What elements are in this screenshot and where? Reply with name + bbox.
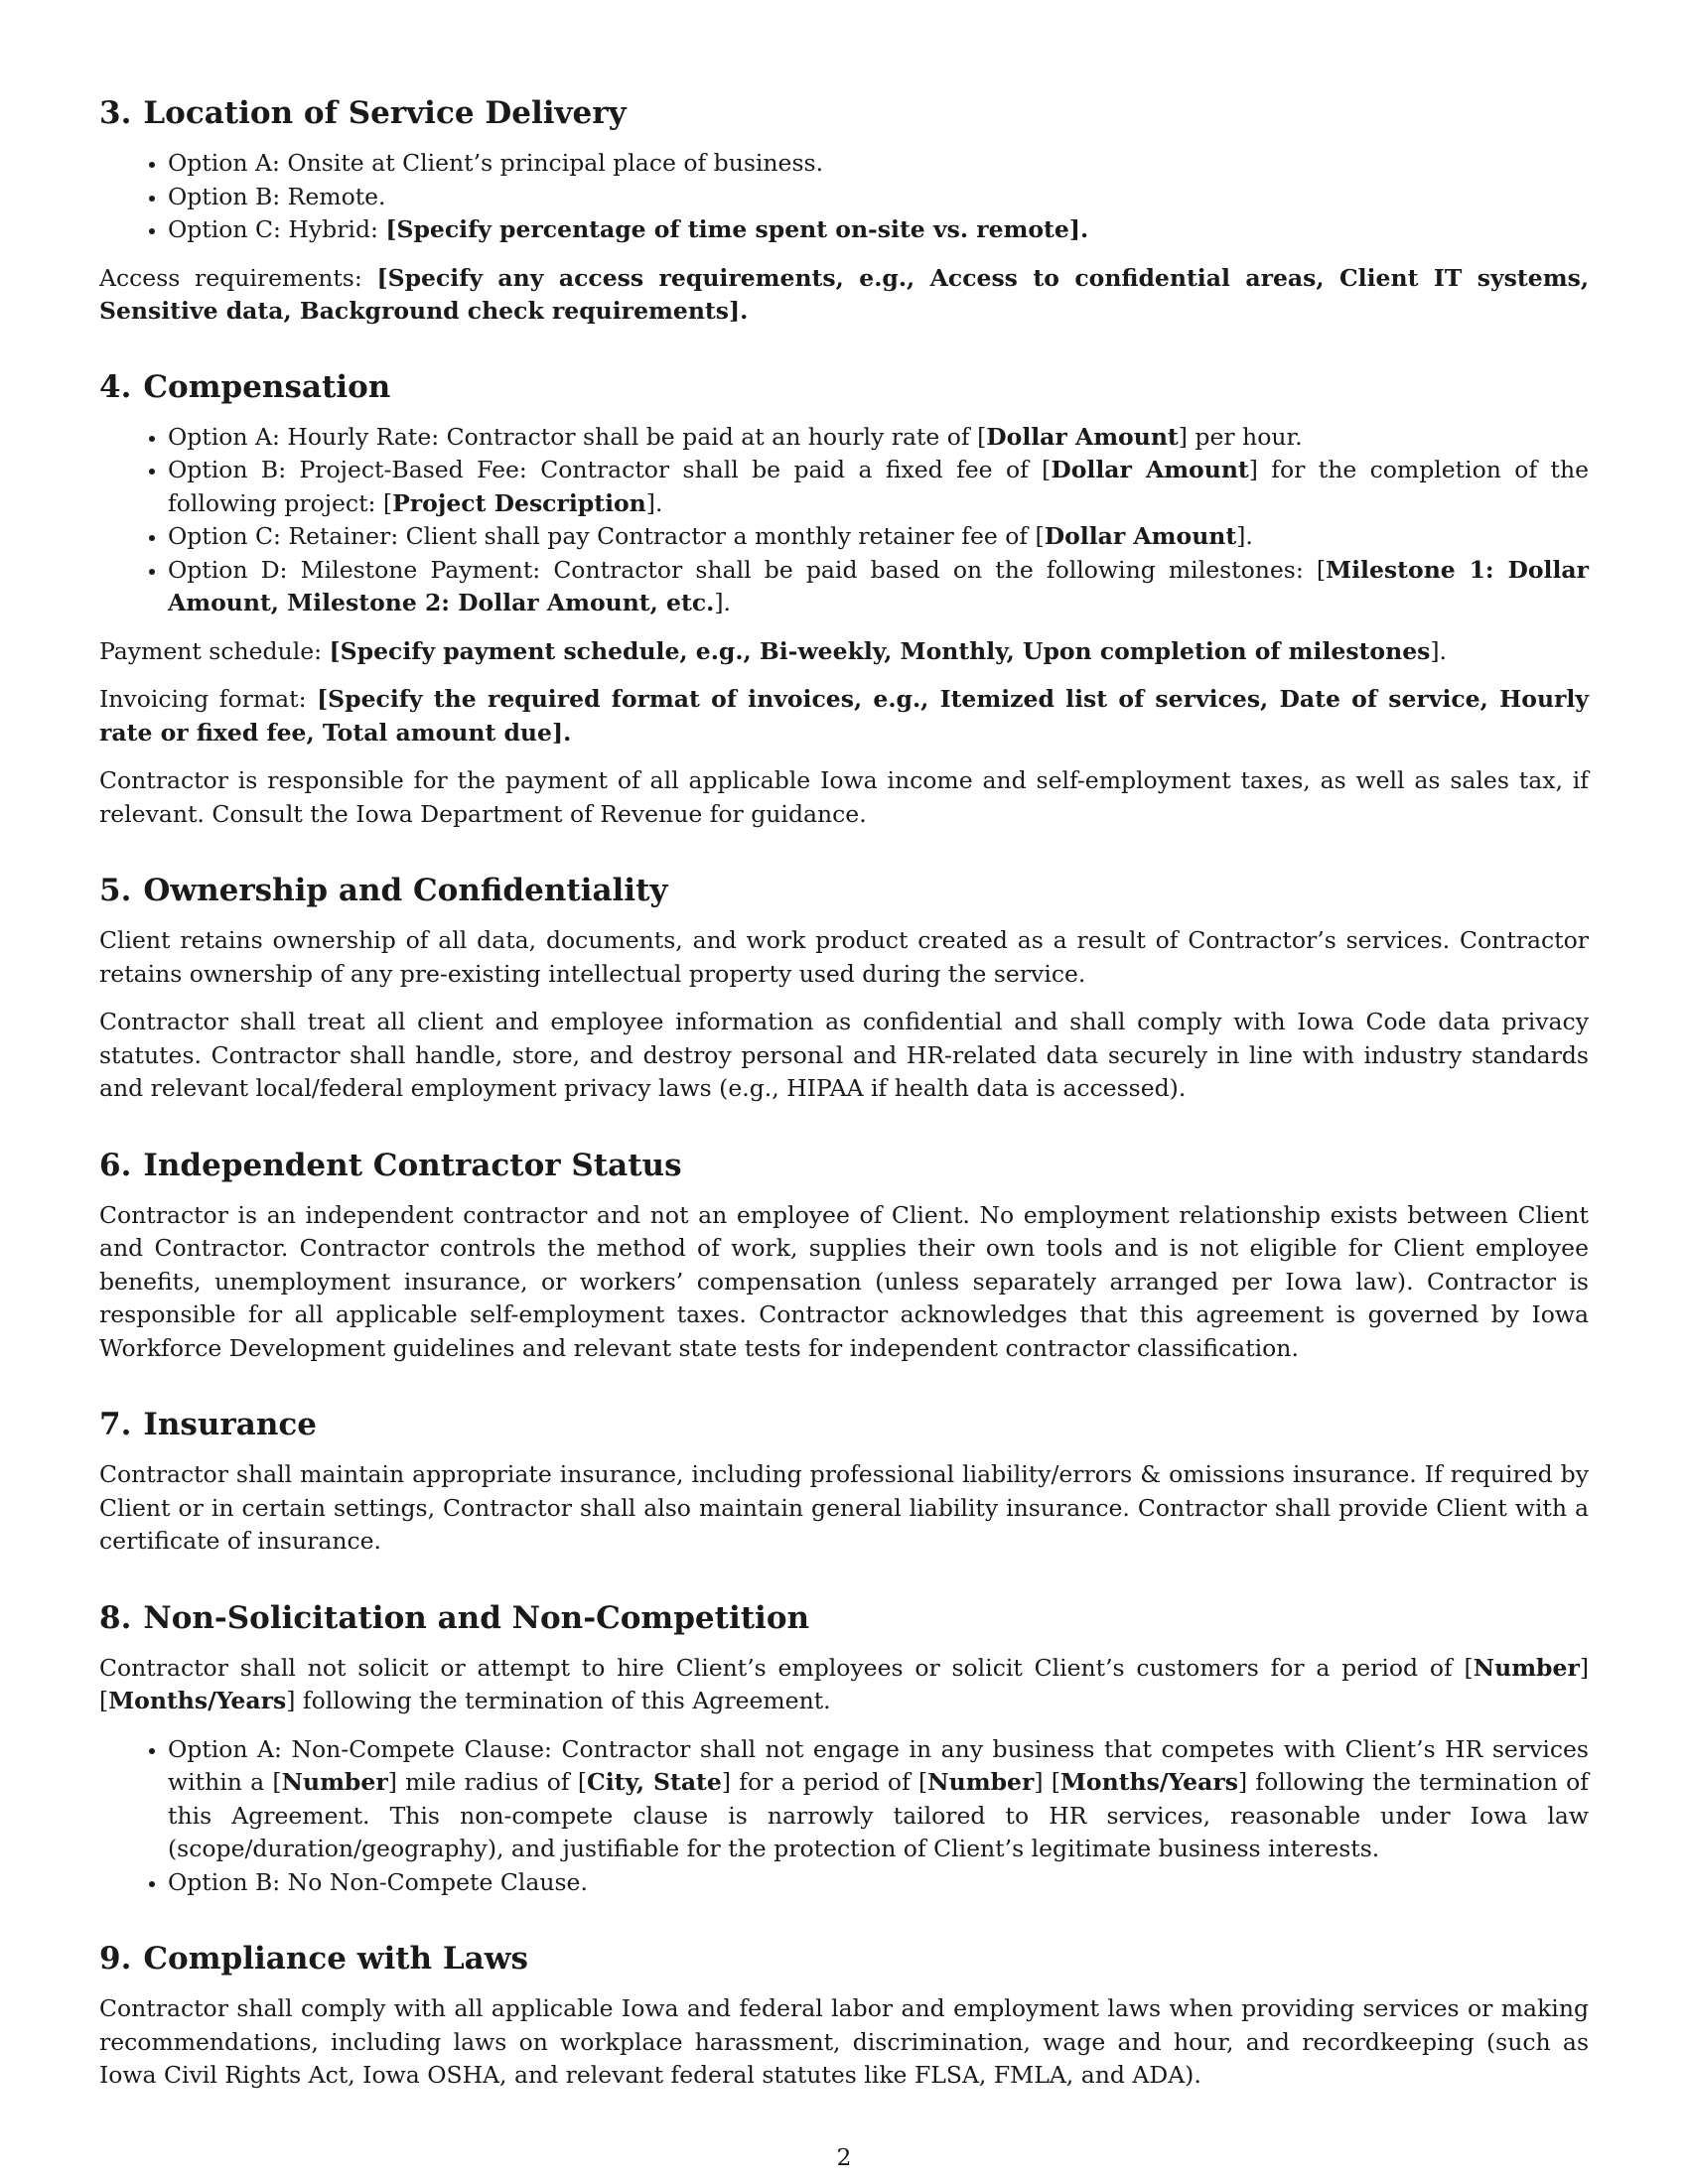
page-number: 2 <box>836 2143 852 2171</box>
options-list <box>99 1733 1589 1900</box>
paragraph: Contractor is an independent contractor and not an employee of Client. No employment relationship exists between Client and Contractor. Contractor controls the method of work, supplies their own tools and is not eligible for Client employee benefits, unemployment insurance, or workers’ compensation (unless separately arranged per Iowa law). Contractor is responsible for all applicable self-employment taxes. Contractor acknowledges that this agreement is governed by Iowa Workforce Development guidelines and relevant state tests for independent contractor classification. <box>99 1200 1589 1362</box>
list-item: • Option A: Onsite at Client’s principal place of business. <box>168 147 1589 181</box>
list-item: • Option C: Retainer: Client shall pay Contractor a monthly retainer fee of [Dollar Amount]. <box>168 520 1589 554</box>
section-title: Ownership and Confidentiality <box>143 873 668 908</box>
paragraph: Contractor shall maintain appropriate insurance, including professional liability/errors & omissions insurance. If required by Client or in certain settings, Contractor shall also maintain general liability insurance. Contractor shall provide Client with a certificate of insurance. <box>99 1460 1589 1555</box>
list-item: • Option B: Project-Based Fee: Contractor shall be paid a fixed fee of [Dollar Amount] for the completion of the following project: [Project Description]. <box>168 454 1589 520</box>
section-heading <box>99 367 1589 407</box>
paragraph: Contractor is responsible for the payment of all applicable Iowa income and self-employment taxes, as well as sales tax, if relevant. Consult the Iowa Department of Revenue for guidance. <box>99 766 1589 828</box>
paragraph: Payment schedule: [Specify payment schedule, e.g., Bi-weekly, Monthly, Upon completion of milestones]. <box>99 636 1448 665</box>
section-title: Non-Solicitation and Non-Competition <box>143 1599 810 1636</box>
list-item: • Option A: Non-Compete Clause: Contractor shall not engage in any business that competes with Client’s HR services within a [Number] mile radius of [City, State] for a period of [Number] [Months/Years] following the termination of this Agreement. This non-compete clause is narrowly tailored to HR services, reasonable under Iowa law (scope/duration/geography), and justifiable for the protection of Client’s legitimate business interests. <box>168 1733 1589 1866</box>
section-compliance-with-laws <box>99 1939 1589 2093</box>
paragraph: Access requirements: [Specify any access requirements, e.g., Access to confidential areas, Client IT systems, Sensitive data, Background check requirements]. <box>99 263 1590 325</box>
list-item: • Option B: No Non-Compete Clause. <box>168 1866 1589 1900</box>
section-title: Compensation <box>143 368 391 405</box>
section-title: Compliance with Laws <box>143 1941 528 1977</box>
list-item: • Option A: Hourly Rate: Contractor shall be paid at an hourly rate of [Dollar Amount] per hour. <box>168 421 1589 455</box>
section-title: Insurance <box>143 1407 317 1442</box>
section-heading <box>99 1146 1589 1185</box>
section-number: 7. <box>99 1407 132 1442</box>
paragraph: Invoicing format: [Specify the required format of invoices, e.g., Itemized list of services, Date of service, Hourly rate or fixed fee, Total amount due]. <box>99 685 1590 747</box>
section-non-solicitation-and-non-competition <box>99 1598 1589 1900</box>
section-number: 5. <box>99 873 132 908</box>
section-number: 6. <box>99 1147 132 1183</box>
section-number: 4. <box>99 368 132 405</box>
section-heading <box>99 1939 1589 1979</box>
section-title: Location of Service Delivery <box>143 95 627 131</box>
paragraph: Contractor shall comply with all applicable Iowa and federal labor and employment laws when providing services or making recommendations, including laws on workplace harassment, discrimination, wage and hour, and recordkeeping (such as Iowa Civil Rights Act, Iowa OSHA, and relevant federal statutes like FLSA, FMLA, and ADA). <box>99 1994 1589 2089</box>
section-compensation <box>99 367 1589 832</box>
options-list <box>99 147 1589 247</box>
section-number: 9. <box>99 1941 132 1977</box>
section-number: 3. <box>99 95 132 131</box>
section-heading <box>99 93 1589 133</box>
section-number: 8. <box>99 1599 132 1636</box>
section-independent-contractor-status <box>99 1146 1589 1366</box>
list-item: • Option C: Hybrid: [Specify percentage of time spent on-site vs. remote]. <box>168 213 1589 247</box>
list-item: • Option B: Remote. <box>168 181 1589 214</box>
section-heading <box>99 1598 1589 1638</box>
options-list <box>99 421 1589 620</box>
section-heading <box>99 871 1589 910</box>
section-heading <box>99 1405 1589 1444</box>
paragraph: Client retains ownership of all data, documents, and work product created as a result of Contractor’s services. Contractor retains ownership of any pre-existing intellectual property used during the service. <box>99 926 1589 988</box>
section-ownership-and-confidentiality <box>99 871 1589 1106</box>
section-title: Independent Contractor Status <box>143 1147 682 1183</box>
paragraph: Contractor shall treat all client and employee information as confidential and shall comply with Iowa Code data privacy statutes. Contractor shall handle, store, and destroy personal and HR-related data securely in line with industry standards and relevant local/federal employment privacy laws (e.g., HIPAA if health data is accessed). <box>99 1008 1589 1102</box>
paragraph: Contractor shall not solicit or attempt to hire Client’s employees or solicit Client’s customers for a period of [Number] [Months/Years] following the termination of this Agreement. <box>99 1653 1589 1714</box>
section-location-of-service-delivery <box>99 93 1589 329</box>
list-item: • Option D: Milestone Payment: Contractor shall be paid based on the following milestones: [Milestone 1: Dollar Amount, Milestone 2: Dollar Amount, etc.]. <box>168 554 1589 620</box>
section-insurance <box>99 1405 1589 1559</box>
